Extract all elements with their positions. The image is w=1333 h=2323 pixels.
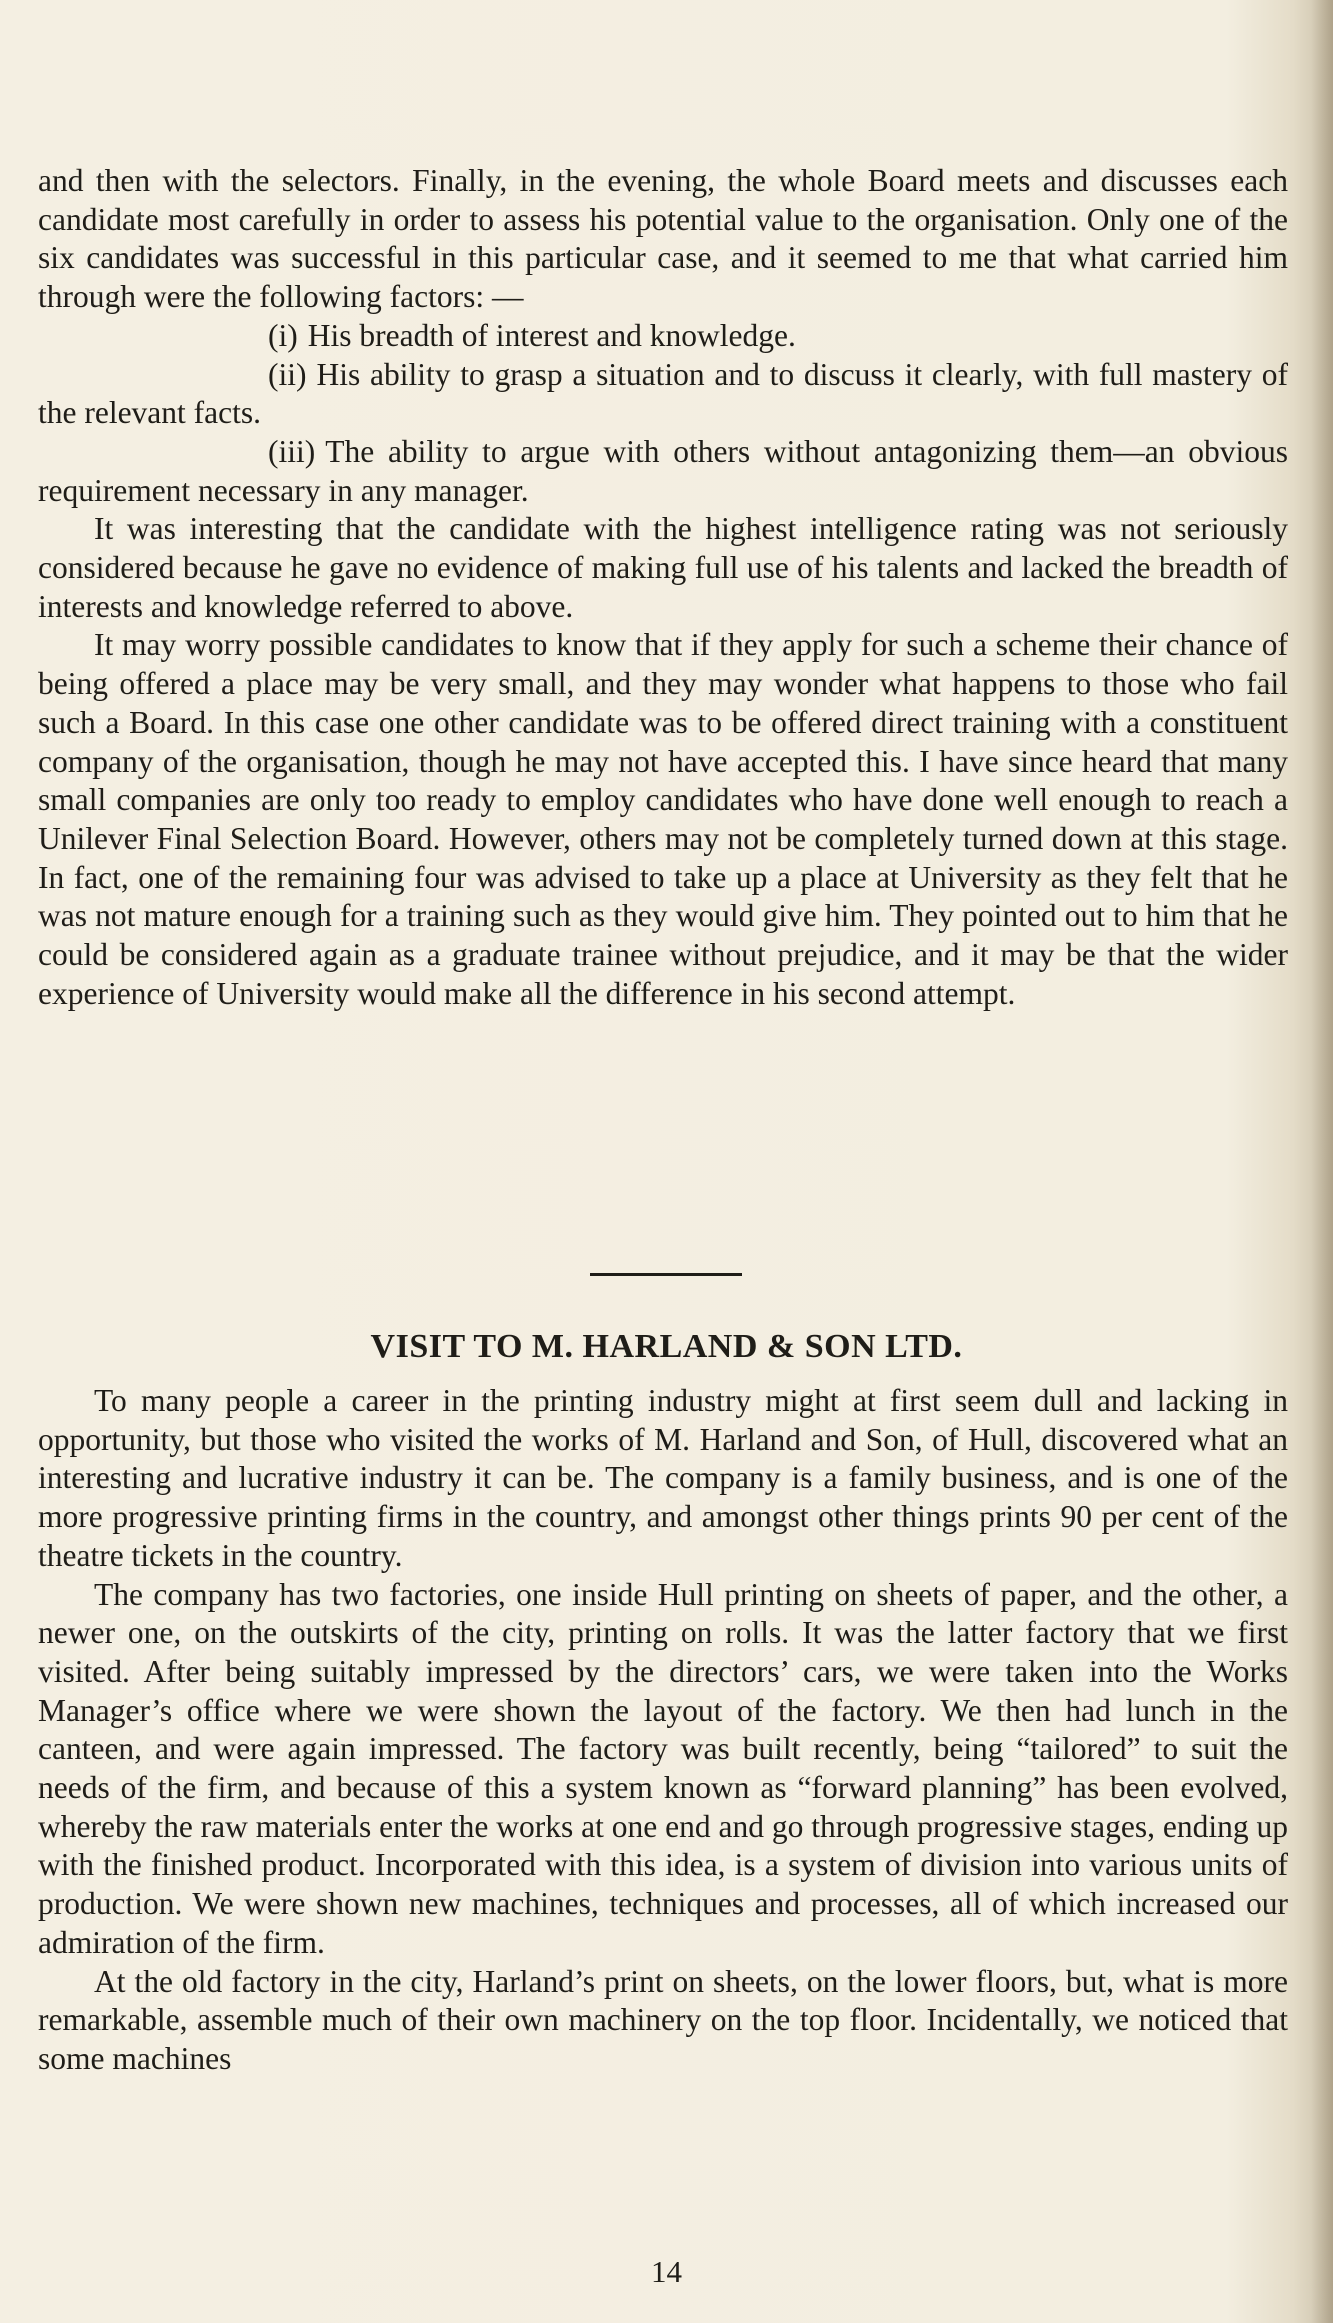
spine-shadow [1311,0,1333,2323]
factor-text: The ability to argue with others without antagonizing them—an obvious requirement necessary in any manager. [38,433,1288,508]
worry-paragraph: It may worry possible candidates to know that if they apply for such a scheme their chance of being offered a place may be very small, and they may wonder what happens to those who fail such a Board. In this case one other candidate was to be offered direct training with a constituent company of the organisation, though he may not have accepted this. I have since heard that many small companies are only too ready to employ candidates who have done well enough to reach a Unilever Final Selection Board. However, others may not be completely turned down at this stage. In fact, one of the remaining four was advised to take up a place at University as they felt that he was not mature enough for a training such as they would give him. They pointed out to him that he could be considered again as a graduate trainee without prejudice, and it may be that the wider experience of University would make all the difference in his second attempt. [38,627,1288,1011]
section-heading: VISIT TO M. HARLAND & SON LTD. [370,1328,963,1365]
upper-text-block [38,162,1288,1013]
factor-number: (ii) [268,356,307,392]
factor-text: His ability to grasp a situation and to discuss it clearly, with full mastery of the relevant facts. [38,356,1288,431]
intelligence-paragraph: It was interesting that the candidate with the highest intelligence rating was not seriously considered because he gave no evidence of making full use of his talents and lacked the breadth of interests and knowledge referred to above. [38,511,1288,624]
factor-number: (i) [268,317,298,353]
visit-paragraph: To many people a career in the printing industry might at first seem dull and lacking in opportunity, but those who visited the works of M. Harland and Son, of Hull, discovered what an interesting and lucrative industry it can be. The company is a family business, and is one of the more progressive printing firms in the country, and amongst other things prints 90 per cent of the theatre tickets in the country. [38,1383,1288,1573]
intro-paragraph: and then with the selectors. Finally, in the evening, the whole Board meets and discusses each candidate most carefully in order to assess his potential value to the organisation. Only one of the six candidates was successful in this particular case, and it seemed to me that what carried him through were the following factors: — [38,163,1288,315]
visit-paragraph: The company has two factories, one inside Hull printing on sheets of paper, and the other, a newer one, on the outskirts of the city, printing on rolls. It was the latter factory that we first visited. After being suitably impressed by the directors’ cars, we were taken into the Works Manager’s office where we were shown the layout of the factory. We then had lunch in the canteen, and were again impressed. The factory was built recently, being “tailored” to suit the needs of the firm, and because of this a system known as “forward planning” has been evolved, whereby the raw materials enter the works at one end and go through progressive stages, ending up with the finished product. Incorporated with this idea, is a system of division into various units of production. We were shown new machines, techniques and processes, all of which increased our admiration of the firm. [38,1576,1289,1960]
visit-text-block [38,1382,1288,2079]
page-number: 14 [651,2254,682,2289]
factor-text: His breadth of interest and knowledge. [307,317,796,353]
visit-paragraph: At the old factory in the city, Harland’s print on sheets, on the lower floors, but, what is more remarkable, assemble much of their own machinery on the top floor. Incidentally, we noticed that some machines [38,1963,1288,2076]
factor-item [38,433,1288,510]
factor-item [38,317,1288,356]
factor-item [38,356,1288,433]
section-divider [590,1273,742,1276]
factor-number: (iii) [268,433,316,469]
